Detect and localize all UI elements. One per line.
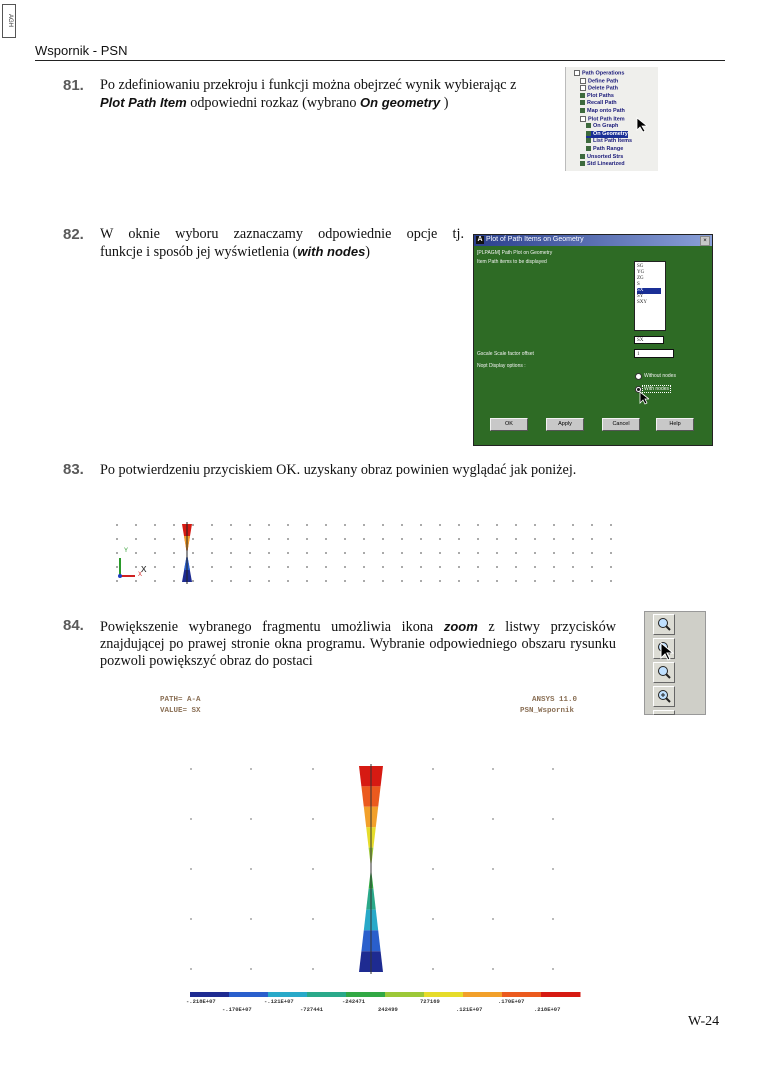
- plot-canvas: [150, 690, 590, 1020]
- node-dot: [492, 968, 494, 970]
- node-dot: [553, 580, 555, 582]
- step-84-number: 84.: [63, 617, 84, 634]
- help-button[interactable]: Help: [656, 418, 694, 431]
- colorbar-segment: [190, 992, 230, 997]
- step-82-text: [100, 226, 464, 261]
- node-dot: [154, 524, 156, 526]
- logo-stamp: AGH: [2, 4, 16, 38]
- node-dot: [250, 768, 252, 770]
- node-dot: [552, 768, 554, 770]
- node-dot: [249, 538, 251, 540]
- node-dot: [312, 868, 314, 870]
- tree-node-icon: [580, 100, 585, 105]
- expand-icon: [580, 78, 586, 84]
- node-dot: [312, 818, 314, 820]
- tree-node-icon: [586, 138, 591, 143]
- expand-icon: [580, 85, 586, 91]
- node-dot: [534, 552, 536, 554]
- step-81-on-geometry: On geometry: [360, 95, 441, 110]
- node-dot: [401, 552, 403, 554]
- node-dot: [591, 566, 593, 568]
- node-dot: [192, 552, 194, 554]
- step-84-zoom: zoom: [443, 619, 478, 634]
- tree-item-label: Plot Paths: [587, 92, 614, 99]
- node-dot: [572, 538, 574, 540]
- zoom-minus-button[interactable]: [653, 710, 675, 715]
- step-81-text-c: ): [440, 95, 449, 111]
- step-82-line-1: W oknie wyboru zaznaczamy odpowiednie opcje tj.: [100, 226, 464, 242]
- list-option[interactable]: YG: [637, 270, 645, 275]
- node-dot: [287, 524, 289, 526]
- mouse-cursor-icon: [639, 391, 649, 405]
- colorbar-segment: [229, 992, 269, 997]
- tree-item-label: Std Linearized: [587, 161, 625, 168]
- colorbar-segment: [502, 992, 542, 997]
- mouse-cursor-icon: [660, 642, 674, 662]
- dialog-row-gscale: Gscale Scale factor offset: [477, 351, 534, 357]
- tree-item-label: Delete Path: [588, 85, 618, 92]
- node-dot: [610, 566, 612, 568]
- node-dot: [552, 818, 554, 820]
- tree-item-label: Map onto Path: [587, 108, 625, 114]
- node-dot: [230, 524, 232, 526]
- node-dot: [572, 566, 574, 568]
- node-dot: [344, 538, 346, 540]
- step-83-number: 83.: [63, 461, 84, 478]
- node-dot: [552, 918, 554, 920]
- tree-node-icon: [586, 146, 591, 151]
- colorbar-segment: [385, 992, 425, 997]
- dialog-titlebar[interactable]: [474, 235, 712, 246]
- node-dot: [492, 818, 494, 820]
- node-dot: [496, 552, 498, 554]
- node-dot: [173, 566, 175, 568]
- tree-item[interactable]: [580, 93, 614, 100]
- node-dot: [154, 538, 156, 540]
- node-dot: [401, 538, 403, 540]
- node-dot: [312, 918, 314, 920]
- overview-graphic: [110, 518, 620, 584]
- node-dot: [211, 566, 213, 568]
- node-dot: [306, 566, 308, 568]
- node-dot: [250, 968, 252, 970]
- node-dot: [192, 538, 194, 540]
- node-dot: [553, 552, 555, 554]
- node-dot: [439, 580, 441, 582]
- node-dot: [363, 580, 365, 582]
- node-dot: [515, 538, 517, 540]
- node-dot: [230, 580, 232, 582]
- ansys-logo-icon: A: [477, 236, 483, 243]
- svg-text:x: x: [141, 563, 147, 575]
- node-dot: [230, 538, 232, 540]
- tree-item[interactable]: [580, 161, 625, 168]
- node-dot: [515, 580, 517, 582]
- node-dot: [192, 566, 194, 568]
- node-dot: [572, 524, 574, 526]
- cancel-button[interactable]: Cancel: [602, 418, 640, 431]
- node-dot: [116, 552, 118, 554]
- svg-text:X: X: [138, 572, 143, 578]
- node-dot: [190, 868, 192, 870]
- tree-item-label: Path Range: [593, 146, 624, 152]
- node-dot: [173, 524, 175, 526]
- node-dot: [250, 868, 252, 870]
- geometry-plot-overview: [110, 518, 620, 584]
- list-option[interactable]: SG: [637, 264, 644, 269]
- node-dot: [344, 524, 346, 526]
- dialog-title: Plot of Path Items on Geometry: [486, 236, 584, 243]
- colorbar-tick-label: -727441: [300, 1006, 324, 1013]
- item-listbox[interactable]: [634, 261, 666, 331]
- colorbar-tick-label: -.121E+07: [264, 998, 294, 1005]
- node-dot: [344, 580, 346, 582]
- node-dot: [477, 538, 479, 540]
- node-dot: [552, 868, 554, 870]
- node-dot: [492, 768, 494, 770]
- node-dot: [382, 580, 384, 582]
- node-dot: [190, 768, 192, 770]
- colorbar-segment: [463, 992, 503, 997]
- node-dot: [249, 566, 251, 568]
- node-dot: [458, 524, 460, 526]
- node-dot: [173, 552, 175, 554]
- node-dot: [477, 552, 479, 554]
- node-dot: [325, 580, 327, 582]
- tree-item[interactable]: [580, 78, 618, 85]
- ansys-tree-menu: [565, 67, 658, 171]
- tree-item-label: On Geometry: [593, 130, 628, 137]
- magnifier-icon: [656, 617, 672, 632]
- tree-node-icon: [586, 123, 591, 128]
- tree-node-icon: [580, 154, 585, 159]
- zoom-toolbar: [644, 611, 706, 715]
- node-dot: [325, 524, 327, 526]
- node-dot: [572, 552, 574, 554]
- node-dot: [154, 552, 156, 554]
- node-dot: [572, 580, 574, 582]
- node-dot: [492, 918, 494, 920]
- node-dot: [250, 818, 252, 820]
- step-81-text-b: odpowiedni rozkaz (wybrano: [186, 95, 361, 111]
- node-dot: [420, 566, 422, 568]
- node-dot: [432, 868, 434, 870]
- node-dot: [432, 768, 434, 770]
- node-dot: [154, 566, 156, 568]
- list-option[interactable]: SXY: [637, 300, 648, 305]
- node-dot: [382, 552, 384, 554]
- node-dot: [363, 538, 365, 540]
- node-dot: [211, 538, 213, 540]
- node-dot: [439, 552, 441, 554]
- node-dot: [458, 566, 460, 568]
- step-84-text: [100, 618, 616, 670]
- node-dot: [211, 524, 213, 526]
- node-dot: [552, 968, 554, 970]
- node-dot: [312, 768, 314, 770]
- colorbar-tick-label: .170E+07: [498, 998, 525, 1005]
- colorbar-segment: [541, 992, 581, 997]
- node-dot: [211, 580, 213, 582]
- zoom-back-button[interactable]: [653, 662, 675, 683]
- node-dot: [287, 538, 289, 540]
- node-dot: [591, 524, 593, 526]
- colorbar-segment: [346, 992, 386, 997]
- tree-item[interactable]: [586, 146, 623, 153]
- node-dot: [211, 552, 213, 554]
- node-dot: [382, 524, 384, 526]
- node-dot: [325, 566, 327, 568]
- tree-item-label: Recall Path: [587, 100, 617, 107]
- node-dot: [116, 580, 118, 582]
- node-dot: [515, 552, 517, 554]
- node-dot: [553, 524, 555, 526]
- node-dot: [306, 552, 308, 554]
- tree-item[interactable]: [580, 100, 617, 107]
- node-dot: [382, 566, 384, 568]
- colorbar-tick-label: 727169: [420, 998, 440, 1005]
- node-dot: [287, 552, 289, 554]
- step-81-number: 81.: [63, 77, 84, 94]
- node-dot: [591, 552, 593, 554]
- dialog-row-plpagm: [PLPAGM] Path Plot on Geometry: [477, 250, 553, 256]
- node-dot: [401, 566, 403, 568]
- node-dot: [515, 566, 517, 568]
- ansys-path-plot: [150, 690, 590, 1020]
- node-dot: [363, 552, 365, 554]
- tree-item-label: Path Operations: [582, 70, 625, 77]
- node-dot: [496, 538, 498, 540]
- node-dot: [458, 552, 460, 554]
- node-dot: [420, 538, 422, 540]
- node-dot: [325, 538, 327, 540]
- colorbar-tick-label: .218E+07: [534, 1006, 561, 1013]
- radio-without-nodes[interactable]: [635, 373, 642, 380]
- tree-item[interactable]: [580, 116, 625, 123]
- node-dot: [287, 566, 289, 568]
- node-dot: [439, 524, 441, 526]
- node-dot: [249, 552, 251, 554]
- node-dot: [496, 580, 498, 582]
- tree-item-label: List Path Items: [593, 138, 633, 145]
- node-dot: [534, 580, 536, 582]
- ansys-version-label: ANSYS 11.0: [532, 696, 578, 704]
- radio-with-nodes-label: With nodes: [644, 386, 670, 392]
- node-dot: [363, 524, 365, 526]
- node-dot: [439, 538, 441, 540]
- node-dot: [492, 868, 494, 870]
- node-dot: [268, 552, 270, 554]
- node-dot: [325, 552, 327, 554]
- node-dot: [534, 566, 536, 568]
- node-dot: [312, 968, 314, 970]
- node-dot: [192, 524, 194, 526]
- tree-node-icon: [580, 108, 585, 113]
- header-rule: [35, 60, 725, 61]
- node-dot: [432, 918, 434, 920]
- node-dot: [250, 918, 252, 920]
- node-dot: [439, 566, 441, 568]
- node-dot: [477, 580, 479, 582]
- colorbar-tick-label: -242471: [342, 998, 366, 1005]
- node-dot: [190, 818, 192, 820]
- node-dot: [344, 566, 346, 568]
- step-84-text-a: Powiększenie wybranego fragmentu umożliwia ikona: [100, 619, 444, 635]
- node-dot: [477, 524, 479, 526]
- node-dot: [116, 566, 118, 568]
- node-dot: [610, 552, 612, 554]
- node-dot: [268, 524, 270, 526]
- plot-path-label: PATH= A-A: [160, 696, 201, 704]
- list-option[interactable]: ZG: [637, 276, 644, 281]
- tree-item-label: Define Path: [588, 78, 619, 85]
- step-82-line-2a: funkcje i sposób jej wyświetlenia (: [100, 244, 298, 260]
- node-dot: [287, 580, 289, 582]
- list-option[interactable]: S: [637, 282, 640, 287]
- node-dot: [344, 552, 346, 554]
- ok-button[interactable]: OK: [490, 418, 528, 431]
- svg-text:Y: Y: [124, 548, 129, 554]
- node-dot: [173, 538, 175, 540]
- node-dot: [363, 566, 365, 568]
- colorbar-segment: [268, 992, 308, 997]
- tree-item-label: Unsorted Strs: [587, 153, 624, 160]
- zoom-plus-button[interactable]: [653, 686, 675, 707]
- tree-item[interactable]: [580, 85, 618, 92]
- magnifier-icon: [656, 665, 672, 680]
- tree-item[interactable]: [586, 123, 618, 130]
- dialog-row-items: Item Path items to be displayed: [477, 259, 547, 265]
- node-dot: [534, 538, 536, 540]
- colorbar-segment: [424, 992, 464, 997]
- tree-node-icon: [580, 161, 585, 166]
- node-dot: [154, 580, 156, 582]
- node-dot: [591, 580, 593, 582]
- node-dot: [458, 538, 460, 540]
- close-icon[interactable]: ×: [700, 236, 710, 246]
- tree-node-icon: [580, 93, 585, 98]
- node-dot: [135, 524, 137, 526]
- node-dot: [496, 566, 498, 568]
- node-dot: [515, 524, 517, 526]
- zoom-plus-icon: [656, 689, 672, 704]
- colorbar-segment: [307, 992, 347, 997]
- tree-item[interactable]: [586, 131, 628, 138]
- step-81-plot-path-item: Plot Path Item: [100, 95, 187, 110]
- node-dot: [496, 524, 498, 526]
- node-dot: [135, 552, 137, 554]
- step-82-with-nodes: with nodes: [297, 244, 366, 259]
- node-dot: [249, 580, 251, 582]
- node-dot: [135, 580, 137, 582]
- node-dot: [432, 968, 434, 970]
- radio-without-nodes-label: Without nodes: [644, 373, 676, 379]
- tree-node-icon: [586, 131, 591, 136]
- list-option[interactable]: SX: [637, 288, 661, 294]
- node-dot: [306, 538, 308, 540]
- list-option[interactable]: SY: [637, 294, 644, 299]
- collapse-icon: [574, 70, 580, 76]
- node-dot: [306, 524, 308, 526]
- node-dot: [420, 552, 422, 554]
- node-dot: [591, 538, 593, 540]
- node-dot: [401, 580, 403, 582]
- node-dot: [420, 580, 422, 582]
- node-dot: [135, 566, 137, 568]
- node-dot: [458, 580, 460, 582]
- node-dot: [135, 538, 137, 540]
- node-dot: [477, 566, 479, 568]
- tree-item[interactable]: [586, 138, 632, 145]
- node-dot: [190, 968, 192, 970]
- colorbar-tick-label: -.170E+07: [222, 1006, 252, 1013]
- document-title: Wspornik - PSN: [35, 43, 128, 58]
- tree-item-label: Plot Path Item: [588, 116, 625, 123]
- node-dot: [268, 566, 270, 568]
- collapse-icon: [580, 116, 586, 122]
- node-dot: [553, 566, 555, 568]
- page-number: W-24: [688, 1014, 720, 1029]
- apply-button[interactable]: Apply: [546, 418, 584, 431]
- node-dot: [420, 524, 422, 526]
- job-name-label: PSN_Wspornik: [520, 707, 575, 715]
- colorbar-tick-label: .121E+07: [456, 1006, 483, 1013]
- scale-factor-input[interactable]: 1: [634, 349, 674, 358]
- step-83-text: Po potwierdzeniu przyciskiem OK. uzyskany obraz powinien wyglądać jak poniżej.: [100, 462, 577, 478]
- tree-item[interactable]: [580, 154, 623, 161]
- node-dot: [553, 538, 555, 540]
- colorbar-tick-label: 242499: [378, 1006, 398, 1013]
- step-82-number: 82.: [63, 226, 84, 243]
- zoom-in-button[interactable]: [653, 614, 675, 635]
- tree-item[interactable]: [574, 70, 624, 77]
- node-dot: [610, 538, 612, 540]
- node-dot: [268, 580, 270, 582]
- plot-path-dialog: [473, 234, 713, 446]
- item-field[interactable]: SX: [634, 336, 664, 344]
- colorbar-tick-label: -.218E+07: [186, 998, 216, 1005]
- step-81-text-a: Po zdefiniowaniu przekroju i funkcji można obejrzeć wynik wybierając z: [100, 77, 517, 93]
- step-84-text-b: z listwy przycisków znajdującej po prawej stronie okna programu. Wybranie odpowiedniego obszaru rysunku pozwoli powiększyć obraz do postaci: [100, 619, 616, 669]
- plot-value-label: VALUE= SX: [160, 707, 201, 715]
- node-dot: [610, 524, 612, 526]
- node-dot: [173, 580, 175, 582]
- node-dot: [432, 818, 434, 820]
- node-dot: [249, 524, 251, 526]
- node-dot: [382, 538, 384, 540]
- node-dot: [610, 580, 612, 582]
- step-81-text: [100, 77, 556, 112]
- node-dot: [268, 538, 270, 540]
- node-dot: [192, 580, 194, 582]
- node-dot: [116, 524, 118, 526]
- node-dot: [190, 918, 192, 920]
- tree-item-label: On Graph: [593, 123, 619, 130]
- node-dot: [306, 580, 308, 582]
- node-dot: [534, 524, 536, 526]
- node-dot: [401, 524, 403, 526]
- dialog-row-nopt: Nopt Display options :: [477, 363, 526, 369]
- node-dot: [116, 538, 118, 540]
- tree-item[interactable]: [580, 108, 625, 115]
- mouse-cursor-icon: [636, 117, 648, 133]
- step-82-line-2b: ): [365, 244, 371, 260]
- node-dot: [230, 566, 232, 568]
- node-dot: [230, 552, 232, 554]
